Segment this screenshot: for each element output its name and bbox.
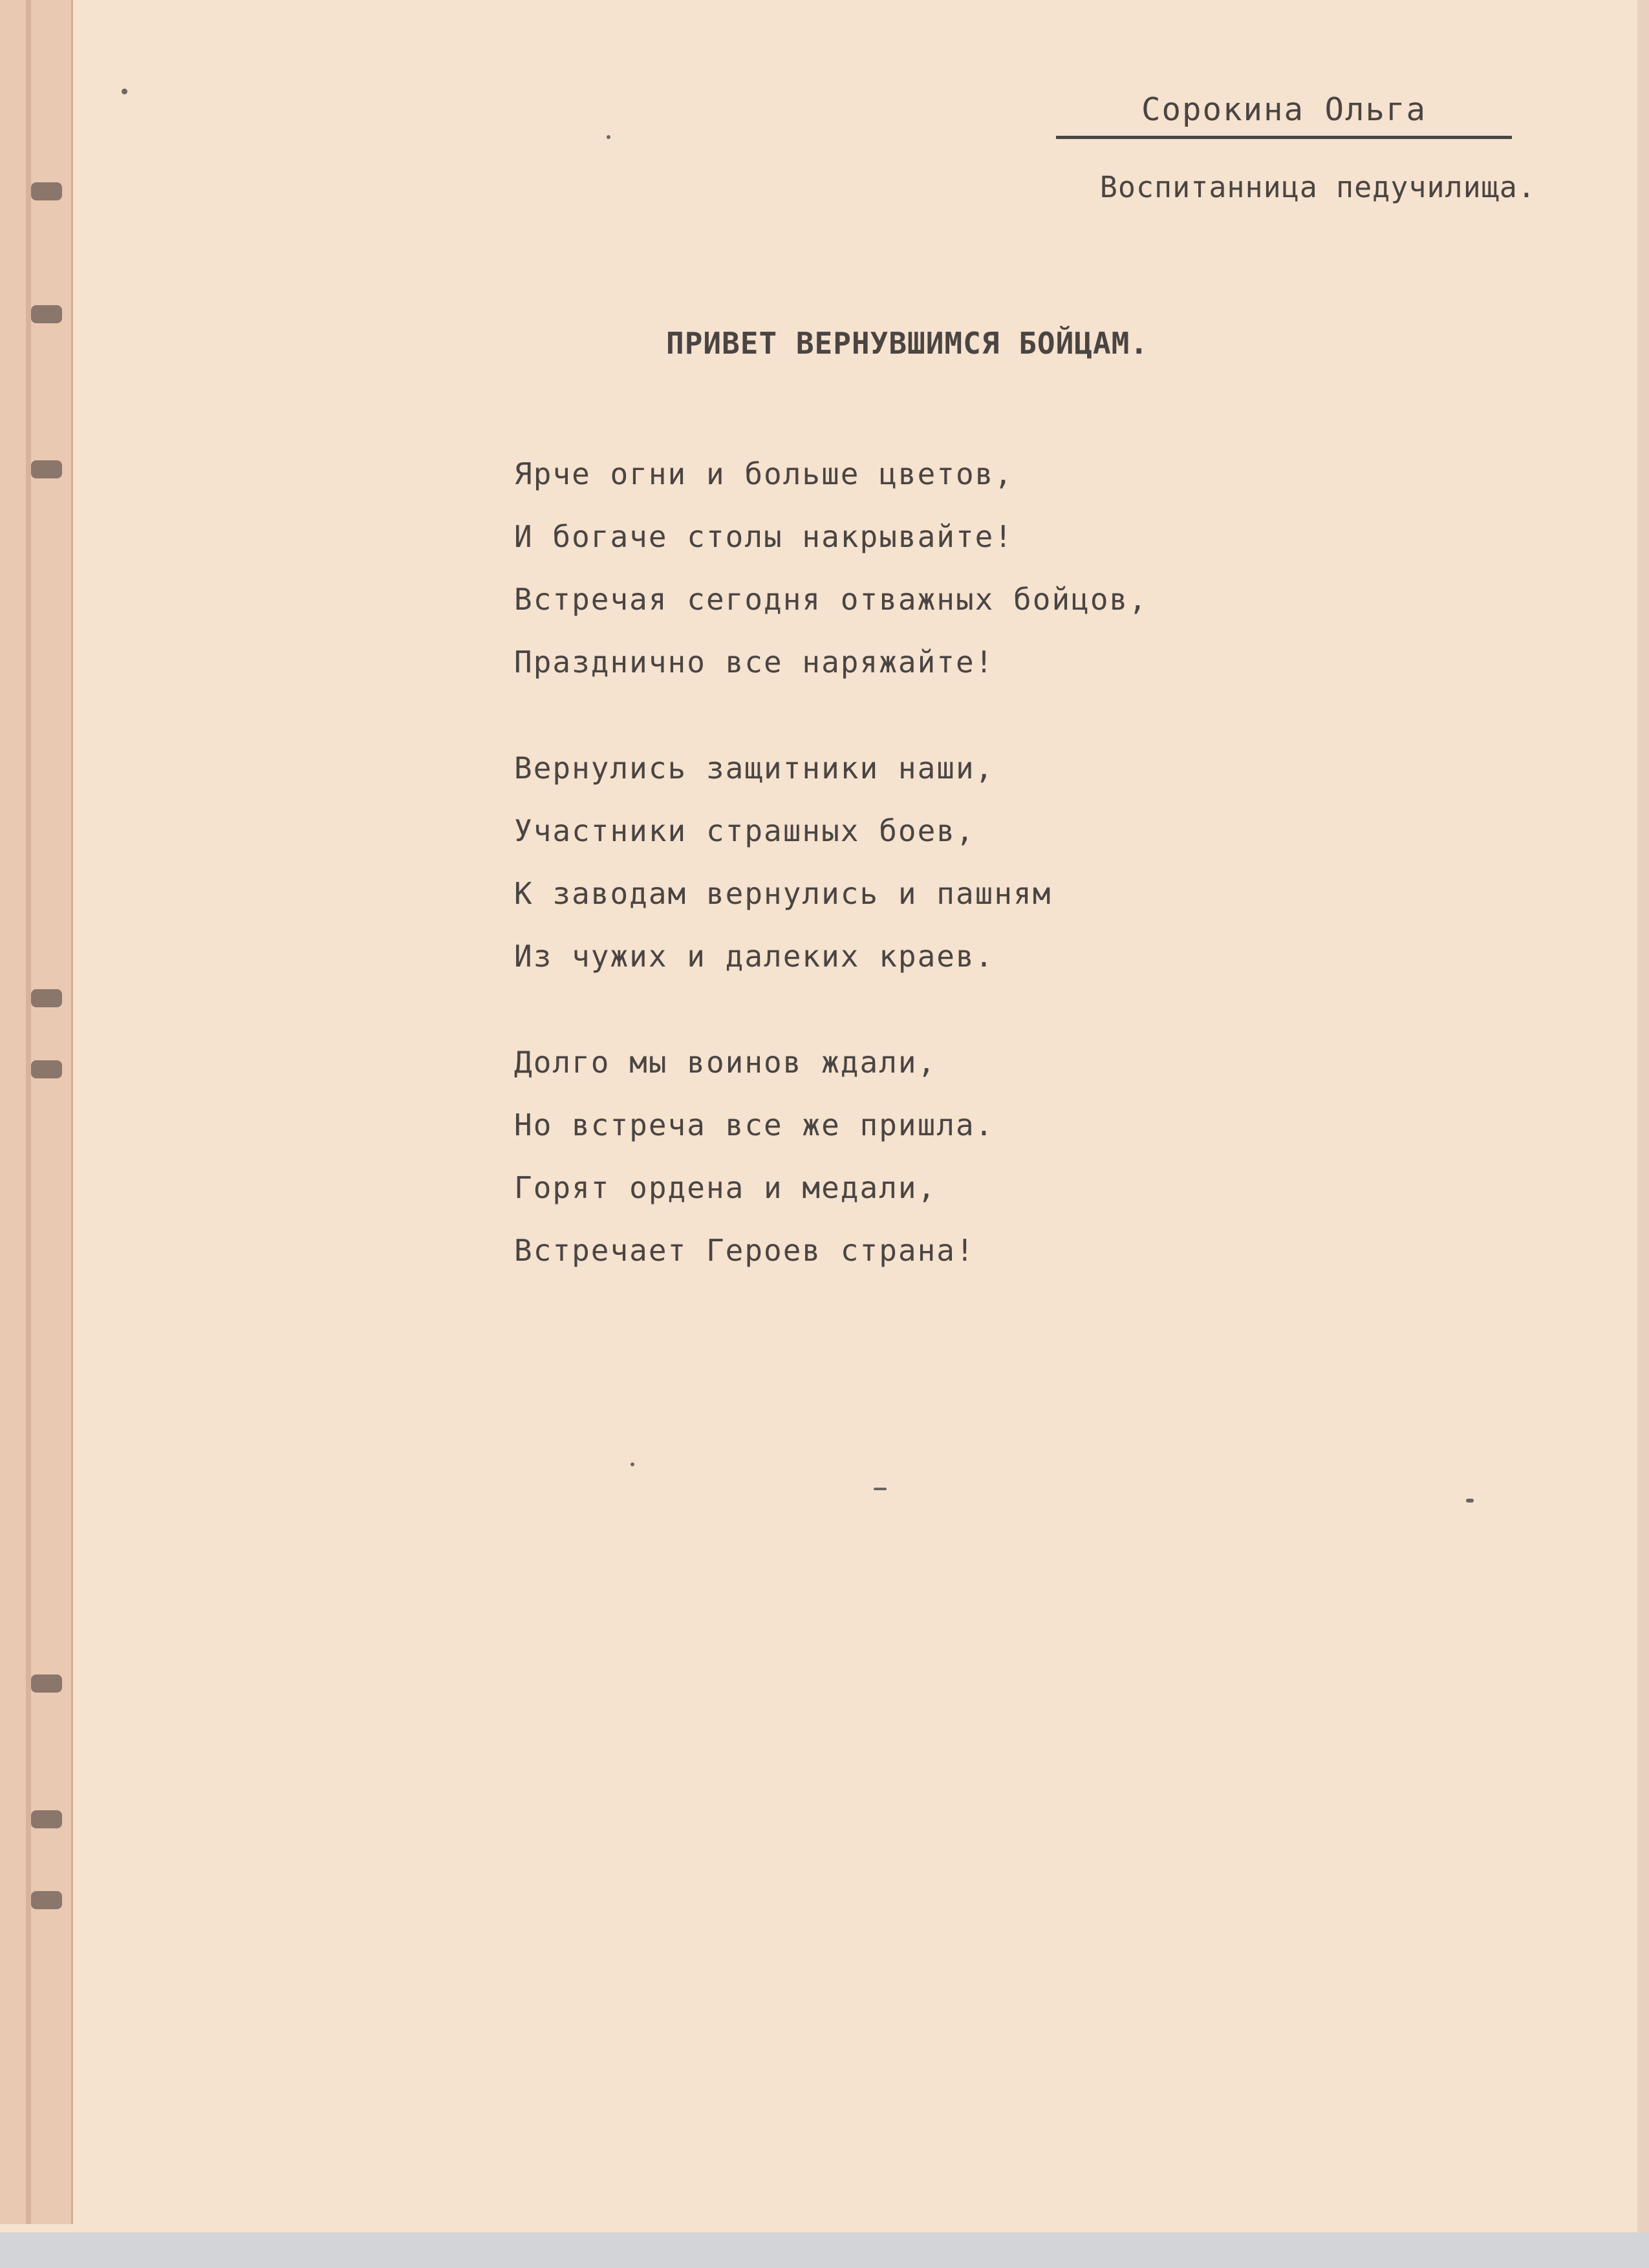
paper-speck <box>607 135 610 139</box>
poem-line: Участники страшных боев, <box>514 813 975 848</box>
author-name: Сорокина Ольга <box>1141 91 1427 128</box>
staple-hole <box>31 1060 62 1078</box>
staple-hole <box>31 989 62 1007</box>
poem-line: И богаче столы накрывайте! <box>514 519 1014 554</box>
paper-speck <box>1466 1499 1474 1503</box>
paper-speck <box>122 89 127 94</box>
scanner-bottom-strip <box>0 2232 1649 2268</box>
stanza-3 <box>514 1031 1290 1282</box>
paper-speck <box>630 1462 634 1466</box>
poem-line: Ярче огни и больше цветов, <box>514 456 1014 491</box>
staple-hole <box>31 1674 62 1693</box>
poem-line: Долго мы воинов ждали, <box>514 1045 937 1080</box>
poem-line: Встречая сегодня отважных бойцов, <box>514 582 1148 617</box>
staple-hole <box>31 460 62 478</box>
poem-line: Вернулись защитники наши, <box>514 751 995 786</box>
paper-speck <box>874 1488 887 1490</box>
poem-line: Встречает Героев страна! <box>514 1233 975 1268</box>
poem-line: Горят ордена и медали, <box>514 1170 937 1205</box>
poem-title: ПРИВЕТ ВЕРНУВШИМСЯ БОЙЦАМ. <box>666 326 1149 361</box>
poem-line: Но встреча все же пришла. <box>514 1107 995 1142</box>
staple-hole <box>31 1891 62 1909</box>
author-subtitle: Воспитанница педучилища. <box>1099 170 1536 204</box>
poem-body <box>514 443 1290 1325</box>
poem-line: К заводам вернулись и пашням <box>514 876 1052 911</box>
staple-hole <box>31 182 62 200</box>
left-binding-edge <box>0 0 73 2224</box>
poem-line: Из чужих и далеких краев. <box>514 939 995 974</box>
staple-hole <box>31 1810 62 1828</box>
poem-line: Празднично все наряжайте! <box>514 645 995 679</box>
author-underline <box>1056 136 1512 139</box>
staple-hole <box>31 305 62 323</box>
binding-fold <box>26 0 31 2224</box>
right-paper-edge <box>1637 0 1649 2232</box>
stanza-2 <box>514 737 1290 988</box>
stanza-1 <box>514 443 1290 694</box>
